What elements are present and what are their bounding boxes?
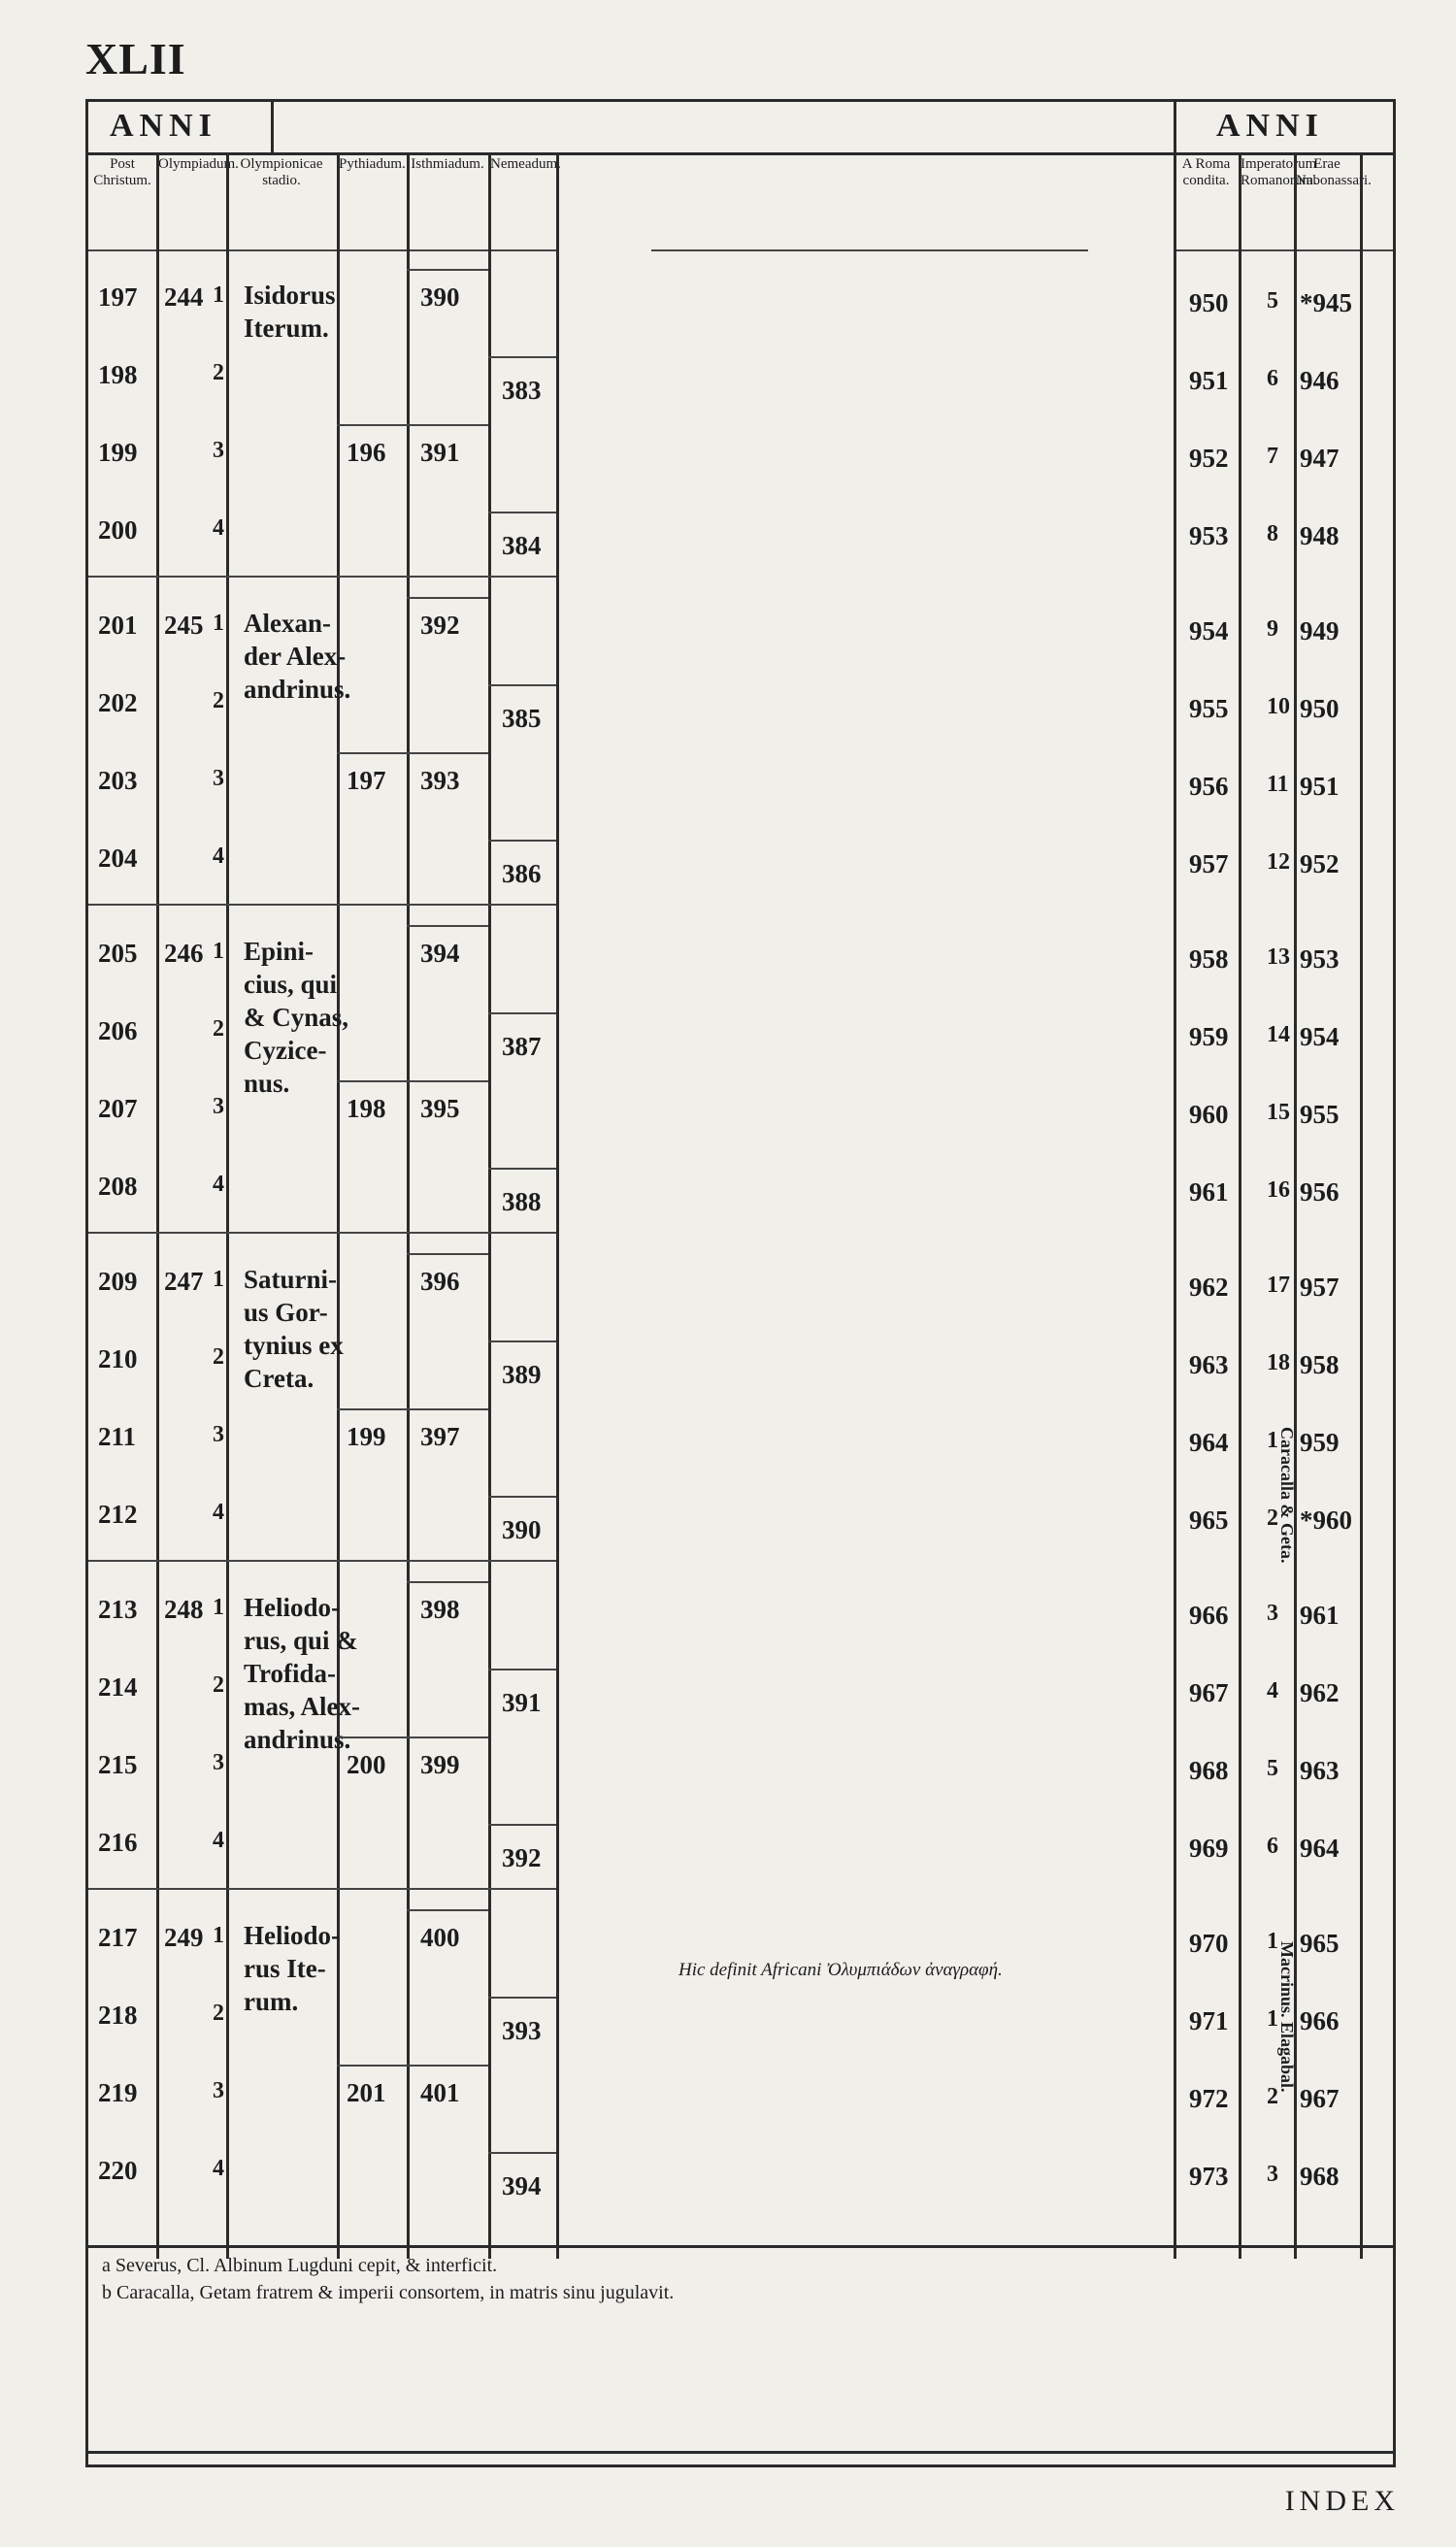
page-bottom-rule [88,2451,1393,2454]
emperor-year-cell: 16 [1267,1177,1290,1203]
isthmiad-rule [407,597,488,599]
emperor-year-cell: 9 [1267,616,1278,642]
left-column-header: Olympionicae stadio. [240,156,323,188]
olympionic-victor: Epini- cius, qui & Cynas, Cyzice- nus. [244,937,349,1098]
olympiad-year-cell: 1 [213,1923,224,1948]
header-rule [88,152,1393,155]
left-column-rule [407,152,410,2259]
catchword: INDEX [1284,2485,1400,2517]
urbs-condita-cell: 967 [1189,1678,1229,1707]
urbs-condita-cell: 971 [1189,2006,1229,2035]
emperor-year-cell: 8 [1267,521,1278,546]
urbs-condita-cell: 968 [1189,1756,1229,1785]
urbs-condita-cell: 965 [1189,1505,1229,1535]
year-cell: 213 [98,1595,138,1624]
nemead-cell: 389 [502,1360,542,1389]
emperor-year-cell: 1 [1267,1428,1278,1453]
emperor-year-cell: 6 [1267,366,1278,391]
right-header: ANNI [1216,108,1324,144]
urbs-condita-cell: 954 [1189,616,1229,645]
isthmiad-rule [407,269,488,271]
year-cell: 199 [98,438,138,467]
isthmiad-cell: 400 [420,1923,460,1952]
olympionic-victor: Heliodo- rus Ite- rum. [244,1921,340,2016]
isthmiad-cell: 394 [420,939,460,968]
nemead-rule [488,512,556,513]
nemead-cell: 386 [502,859,542,888]
olympiad-rule [88,1560,337,1562]
page-number: XLII [85,34,186,83]
urbs-condita-cell: 961 [1189,1177,1229,1207]
left-column-header: Pythiadum. [339,156,406,172]
olympiad-year-cell: 4 [213,843,224,869]
isthmiad-cell: 393 [420,766,460,795]
isthmiad-cell: 395 [420,1094,460,1123]
isthmiad-cell: 390 [420,282,460,312]
footnote-a: a Severus, Cl. Albinum Lugduni cepit, & interficit. [102,2255,498,2276]
olympiad-year-cell: 2 [213,1344,224,1370]
urbs-condita-cell: 951 [1189,366,1229,395]
nabonassar-cell: *960 [1300,1505,1352,1535]
olympiad-rule [337,1888,556,1890]
pythiad-cell: 198 [347,1094,386,1123]
year-cell: 198 [98,360,138,389]
header-divider-left [271,102,274,152]
olympiad-rule [88,1232,337,1234]
olympionic-victor: Alexan- der Alex- andrinus. [244,609,351,704]
isthmiad-cell: 396 [420,1267,460,1296]
olympiad-year-cell: 4 [213,1172,224,1197]
left-column-header: Nemeadum. [490,156,561,172]
nemead-cell: 384 [502,531,542,560]
right-column-header: Imperatorum Romanorum. [1241,156,1317,188]
olympiad-year-cell: 3 [213,766,224,791]
emperor-year-cell: 2 [1267,2084,1278,2109]
olympiad-year-cell: 4 [213,1500,224,1525]
nemead-rule [488,1496,556,1498]
olympiad-year-cell: 3 [213,1422,224,1447]
year-cell: 215 [98,1750,138,1779]
chronology-table [85,99,1396,2467]
olympiad-year-cell: 2 [213,1672,224,1698]
footnote-b: b Caracalla, Getam fratrem & imperii consortem, in matris sinu jugulavit. [102,2282,675,2303]
nemead-cell: 391 [502,1688,542,1717]
urbs-condita-cell: 963 [1189,1350,1229,1379]
year-cell: 207 [98,1094,138,1123]
nabonassar-cell: 959 [1300,1428,1340,1457]
emperor-year-cell: 17 [1267,1273,1290,1298]
nabonassar-cell: 967 [1300,2084,1340,2113]
olympiad-rule [88,904,337,906]
olympiad-year-cell: 1 [213,611,224,636]
pythiad-rule [337,752,407,754]
nemead-cell: 392 [502,1843,542,1872]
nabonassar-cell: 965 [1300,1929,1340,1958]
olympiad-number: 247 [164,1267,204,1296]
year-cell: 214 [98,1672,138,1702]
emperor-year-cell: 10 [1267,694,1290,719]
urbs-condita-cell: 959 [1189,1022,1229,1051]
isthmiad-rule [407,1408,488,1410]
table-bottom-rule [88,2245,1393,2248]
nabonassar-cell: 948 [1300,521,1340,550]
year-cell: 208 [98,1172,138,1201]
isthmiad-rule [407,424,488,426]
nabonassar-cell: 962 [1300,1678,1340,1707]
year-cell: 216 [98,1828,138,1857]
nemead-rule [488,684,556,686]
nemead-rule [488,1824,556,1826]
year-cell: 204 [98,843,138,873]
olympiad-year-cell: 4 [213,515,224,541]
olympiad-rule [88,576,337,578]
urbs-condita-cell: 962 [1189,1273,1229,1302]
emperor-year-cell: 6 [1267,1834,1278,1859]
urbs-condita-cell: 972 [1189,2084,1229,2113]
header-bottom-rule-middle [651,249,1088,251]
left-column-header: Isthmiadum. [411,156,484,172]
urbs-condita-cell: 953 [1189,521,1229,550]
left-header: ANNI [110,108,217,144]
olympiad-year-cell: 1 [213,1595,224,1620]
nabonassar-cell: 950 [1300,694,1340,723]
nabonassar-cell: 963 [1300,1756,1340,1785]
isthmiad-rule [407,1080,488,1082]
olympiad-year-cell: 3 [213,1094,224,1119]
pythiad-cell: 200 [347,1750,386,1779]
left-column-rule [156,152,159,2259]
right-column-rule [1239,152,1241,2259]
olympiad-year-cell: 4 [213,1828,224,1853]
emperor-year-cell: 3 [1267,2162,1278,2187]
nabonassar-cell: 952 [1300,849,1340,878]
emperor-label-macrinus-elagabal: Macrinus. Elagabal. [1277,1941,1297,2093]
isthmiad-cell: 399 [420,1750,460,1779]
left-column-header: Post Christum. [93,156,151,188]
isthmiad-cell: 398 [420,1595,460,1624]
left-column-rule [556,152,559,2259]
urbs-condita-cell: 969 [1189,1834,1229,1863]
year-cell: 218 [98,2001,138,2030]
isthmiad-rule [407,752,488,754]
urbs-condita-cell: 956 [1189,772,1229,801]
header-divider-right [1174,102,1176,152]
olympiad-year-cell: 2 [213,1016,224,1042]
year-cell: 205 [98,939,138,968]
emperor-year-cell: 2 [1267,1505,1278,1531]
pythiad-rule [337,2065,407,2067]
olympiad-rule [88,1888,337,1890]
olympiad-year-cell: 2 [213,2001,224,2026]
nabonassar-cell: 957 [1300,1273,1340,1302]
nemead-rule [488,1168,556,1170]
isthmiad-rule [407,1909,488,1911]
urbs-condita-cell: 955 [1189,694,1229,723]
nemead-cell: 383 [502,376,542,405]
right-column-header: Erae Nabonassari. [1296,156,1372,188]
urbs-condita-cell: 964 [1189,1428,1229,1457]
isthmiad-cell: 392 [420,611,460,640]
year-cell: 220 [98,2156,138,2185]
pythiad-cell: 196 [347,438,386,467]
year-cell: 217 [98,1923,138,1952]
urbs-condita-cell: 958 [1189,944,1229,974]
emperor-year-cell: 14 [1267,1022,1290,1047]
olympiad-year-cell: 2 [213,688,224,713]
nemead-rule [488,1997,556,1999]
isthmiad-rule [407,1737,488,1738]
emperor-year-cell: 7 [1267,444,1278,469]
isthmiad-rule [407,1253,488,1255]
urbs-condita-cell: 973 [1189,2162,1229,2191]
year-cell: 212 [98,1500,138,1529]
emperor-label-caracalla-geta: Caracalla & Geta. [1277,1427,1297,1564]
nabonassar-cell: 949 [1300,616,1340,645]
nemead-rule [488,840,556,842]
nemead-cell: 387 [502,1032,542,1061]
emperor-year-cell: 15 [1267,1100,1290,1125]
emperor-year-cell: 18 [1267,1350,1290,1375]
olympiad-number: 244 [164,282,204,312]
year-cell: 202 [98,688,138,717]
year-cell: 203 [98,766,138,795]
nabonassar-cell: 953 [1300,944,1340,974]
olympiad-rule [337,1232,556,1234]
olympiad-year-cell: 4 [213,2156,224,2181]
nemead-rule [488,1012,556,1014]
pythiad-cell: 201 [347,2078,386,2107]
urbs-condita-cell: 966 [1189,1601,1229,1630]
nemead-rule [488,2152,556,2154]
olympiad-number: 249 [164,1923,204,1952]
olympiad-rule [337,904,556,906]
nemead-cell: 385 [502,704,542,733]
year-cell: 200 [98,515,138,545]
isthmiad-rule [407,925,488,927]
olympiad-year-cell: 1 [213,282,224,308]
nabonassar-cell: 966 [1300,2006,1340,2035]
olympiad-year-cell: 3 [213,1750,224,1775]
nemead-cell: 393 [502,2016,542,2045]
olympiad-number: 248 [164,1595,204,1624]
nabonassar-cell: 946 [1300,366,1340,395]
nabonassar-cell: 958 [1300,1350,1340,1379]
emperor-year-cell: 12 [1267,849,1290,875]
year-cell: 210 [98,1344,138,1373]
year-cell: 197 [98,282,138,312]
nabonassar-cell: 968 [1300,2162,1340,2191]
nabonassar-cell: 951 [1300,772,1340,801]
emperor-year-cell: 4 [1267,1678,1278,1704]
emperor-year-cell: 11 [1267,772,1289,797]
pythiad-cell: 197 [347,766,386,795]
emperor-year-cell: 1 [1267,2006,1278,2032]
pythiad-rule [337,424,407,426]
olympiad-year-cell: 2 [213,360,224,385]
emperor-year-cell: 5 [1267,288,1278,314]
year-cell: 211 [98,1422,137,1451]
nemead-rule [488,1669,556,1670]
nemead-cell: 390 [502,1515,542,1544]
isthmiad-cell: 401 [420,2078,460,2107]
olympiad-year-cell: 3 [213,2078,224,2103]
emperor-year-cell: 3 [1267,1601,1278,1626]
nemead-rule [488,356,556,358]
nabonassar-cell: 964 [1300,1834,1340,1863]
olympiad-rule [337,576,556,578]
year-cell: 209 [98,1267,138,1296]
pythiad-rule [337,1080,407,1082]
nemead-cell: 388 [502,1187,542,1216]
olympionic-victor: Isidorus Iterum. [244,281,336,343]
urbs-condita-cell: 957 [1189,849,1229,878]
nabonassar-cell: 961 [1300,1601,1340,1630]
year-cell: 201 [98,611,138,640]
nemead-cell: 394 [502,2171,542,2200]
nabonassar-cell: 955 [1300,1100,1340,1129]
middle-note: Hic definit Africani Ὀλυμπιάδων ἀναγραφή. [678,1960,1003,1980]
olympionic-victor: Saturni- us Gor- tynius ex Creta. [244,1265,344,1393]
urbs-condita-cell: 950 [1189,288,1229,317]
urbs-condita-cell: 970 [1189,1929,1229,1958]
right-column-rule [1360,152,1363,2259]
year-cell: 206 [98,1016,138,1045]
emperor-year-cell: 13 [1267,944,1290,970]
nabonassar-cell: 947 [1300,444,1340,473]
pythiad-rule [337,1737,407,1738]
olympiad-number: 245 [164,611,204,640]
nabonassar-cell: *945 [1300,288,1352,317]
isthmiad-rule [407,1581,488,1583]
olympiad-year-cell: 1 [213,1267,224,1292]
pythiad-rule [337,1408,407,1410]
pythiad-cell: 199 [347,1422,386,1451]
emperor-year-cell: 1 [1267,1929,1278,1954]
olympiad-year-cell: 1 [213,939,224,964]
nemead-rule [488,1340,556,1342]
isthmiad-cell: 391 [420,438,460,467]
olympionic-victor: Heliodo- rus, qui & Trofida- mas, Alex- andrinus. [244,1593,360,1754]
nabonassar-cell: 956 [1300,1177,1340,1207]
urbs-condita-cell: 952 [1189,444,1229,473]
left-column-rule [226,152,229,2259]
olympiad-rule [337,1560,556,1562]
emperor-year-cell: 5 [1267,1756,1278,1781]
nabonassar-cell: 954 [1300,1022,1340,1051]
left-column-header: Olympiadum. [158,156,239,172]
urbs-condita-cell: 960 [1189,1100,1229,1129]
isthmiad-rule [407,2065,488,2067]
right-column-header: A Roma condita. [1181,156,1231,188]
right-column-rule [1174,152,1176,2259]
olympiad-number: 246 [164,939,204,968]
isthmiad-cell: 397 [420,1422,460,1451]
left-column-rule [488,152,491,2259]
year-cell: 219 [98,2078,138,2107]
olympiad-year-cell: 3 [213,438,224,463]
